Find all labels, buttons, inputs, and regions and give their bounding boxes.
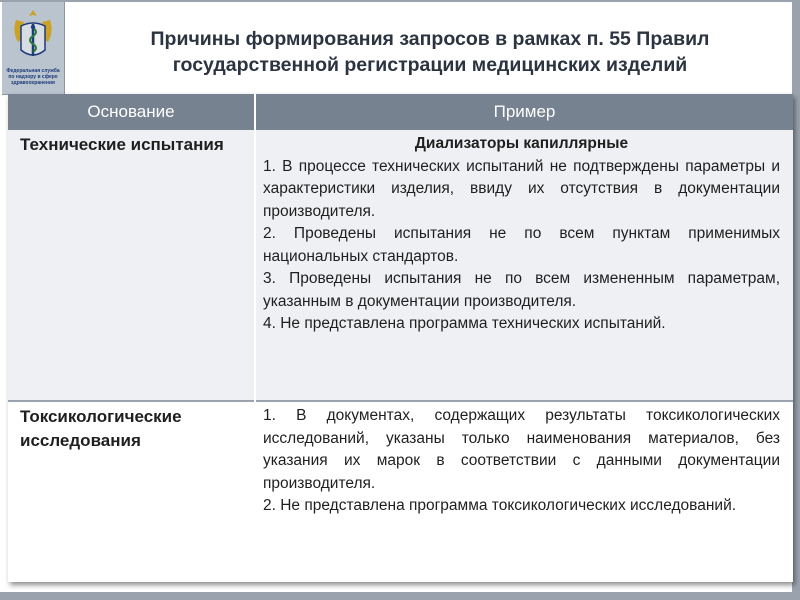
reasons-table (8, 94, 793, 582)
list-item: 2. Проведены испытания не по всем пунктам применимых национальных стандартов. (263, 225, 780, 265)
row-basis: Технические испытания (20, 135, 224, 154)
row-subtitle: Диализаторы капиллярные (414, 135, 629, 152)
column-divider (254, 94, 256, 582)
list-item: 3. Проведены испытания не по всем измененным параметрам, указанным в документации производителя. (263, 270, 780, 310)
frame-bottom (0, 592, 800, 600)
table-row (8, 130, 793, 400)
header-example: Пример (256, 94, 793, 130)
logo (2, 2, 65, 95)
header-basis: Основание (8, 94, 254, 130)
frame-right (792, 0, 800, 600)
row-example (263, 133, 780, 336)
list-item: 1. В процессе технических испытаний не подтверждены параметры и характеристики изделия, ввиду их отсутствия в документации производителя. (263, 157, 780, 220)
page-title: Причины формирования запросов в рамках п. 55 Правил государственной регистрации медицинских изделий (150, 28, 710, 76)
row-example (263, 405, 780, 518)
frame-top (0, 0, 800, 2)
list-item: 2. Не представлена программа токсикологических исследований. (263, 497, 737, 514)
table-row (8, 402, 793, 582)
row-basis: Токсикологические исследования (20, 407, 182, 450)
logo-caption: Федеральная служба по надзору в сфере здравоохранения (6, 68, 60, 86)
list-item: 4. Не представлена программа технических испытаний. (263, 315, 666, 332)
list-item: 1. В документах, содержащих результаты токсикологических исследований, указаны только наименования материалов, без указания их марок в соответствии с данными документации производителя. (263, 407, 780, 492)
eagle-emblem-icon (8, 6, 58, 64)
